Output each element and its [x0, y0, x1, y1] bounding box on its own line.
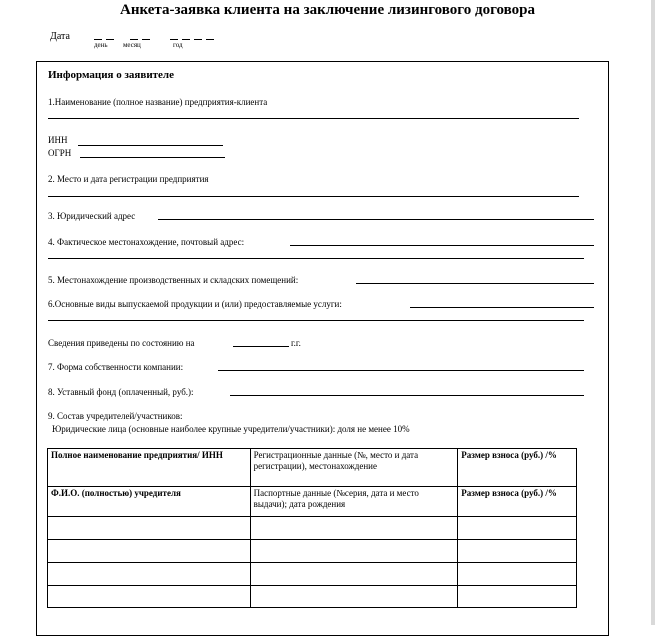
date-year-blank-4[interactable] [206, 39, 214, 40]
table-row [48, 540, 577, 563]
date-day-blank-2[interactable] [106, 39, 114, 40]
inn-label: ИНН [48, 135, 68, 145]
date-month-blank[interactable] [130, 39, 138, 40]
table-cell[interactable] [48, 586, 251, 608]
table-cell[interactable] [250, 540, 458, 563]
ogrn-label: ОГРН [48, 148, 72, 158]
section-title: Информация о заявителе [48, 69, 174, 81]
table-header-row-legal [48, 449, 577, 487]
date-year-blank-3[interactable] [194, 39, 202, 40]
field-9-sublabel: Юридические лица (основные наиболее крупные учредители/участники): доля не менее 10% [52, 424, 410, 434]
inn-line[interactable] [78, 145, 223, 146]
date-day-caption: день [94, 41, 108, 49]
as-of-label: Сведения приведены по состоянию на [48, 338, 195, 348]
table-header-row-person [48, 487, 577, 517]
header-company-name: Полное наименование предприятия/ ИНН [48, 449, 251, 487]
field-8-label: 8. Уставный фонд (оплаченный, руб.): [48, 387, 194, 397]
date-year-caption: год [173, 41, 183, 49]
field-4-label: 4. Фактическое местонахождение, почтовый адрес: [48, 237, 245, 247]
field-4-line[interactable] [290, 245, 594, 246]
table-row [48, 517, 577, 540]
field-6-line[interactable] [410, 307, 594, 308]
field-4-line-2[interactable] [48, 258, 584, 259]
field-5-label: 5. Местонахождение производственных и складских помещений: [48, 275, 299, 285]
table-cell[interactable] [250, 517, 458, 540]
field-7-label: 7. Форма собственности компании: [48, 362, 184, 372]
date-month-caption: месяц [123, 41, 141, 49]
field-1-label: 1.Наименование (полное название) предприятия-клиента [48, 97, 268, 107]
window-edge [651, 0, 655, 625]
field-5-line[interactable] [356, 283, 594, 284]
header-registration: Регистрационные данные (№, место и дата регистрации), местонахождение [250, 449, 458, 487]
field-8-line[interactable] [230, 395, 584, 396]
table-row [48, 586, 577, 608]
date-year-blank[interactable] [170, 39, 178, 40]
table-cell[interactable] [458, 563, 577, 586]
table-cell[interactable] [458, 540, 577, 563]
table-cell[interactable] [250, 586, 458, 608]
field-9-label: 9. Состав учредителей/участников: [48, 411, 183, 421]
date-month-blank-2[interactable] [142, 39, 150, 40]
field-2-label: 2. Место и дата регистрации предприятия [48, 174, 209, 184]
table-cell[interactable] [48, 540, 251, 563]
table-cell[interactable] [48, 517, 251, 540]
header-passport: Паспортные данные (№серия, дата и место выдачи); дата рождения [250, 487, 458, 517]
header-founder-name: Ф.И.О. (полностью) учредителя [48, 487, 251, 517]
founders-table [47, 448, 577, 608]
field-6-line-2[interactable] [48, 320, 584, 321]
header-contribution-2: Размер взноса (руб.) /% [458, 487, 577, 517]
table-cell[interactable] [458, 586, 577, 608]
date-year-blank-2[interactable] [182, 39, 190, 40]
field-1-line[interactable] [48, 118, 579, 119]
as-of-line[interactable] [233, 346, 289, 347]
field-6-label: 6.Основные виды выпускаемой продукции и (или) предоставляемые услуги: [48, 299, 342, 309]
field-3-line[interactable] [158, 219, 594, 220]
table-cell[interactable] [48, 563, 251, 586]
table-row [48, 563, 577, 586]
as-of-suffix: г.г. [291, 338, 301, 348]
date-label: Дата [50, 31, 70, 42]
table-cell[interactable] [250, 563, 458, 586]
date-day-blank[interactable] [94, 39, 102, 40]
field-7-line[interactable] [218, 370, 584, 371]
ogrn-line[interactable] [80, 157, 225, 158]
table-cell[interactable] [458, 517, 577, 540]
header-contribution: Размер взноса (руб.) /% [458, 449, 577, 487]
form-title: Анкета-заявка клиента на заключение лизингового договора [120, 2, 535, 18]
field-3-label: 3. Юридический адрес [48, 211, 136, 221]
field-2-line[interactable] [48, 196, 579, 197]
